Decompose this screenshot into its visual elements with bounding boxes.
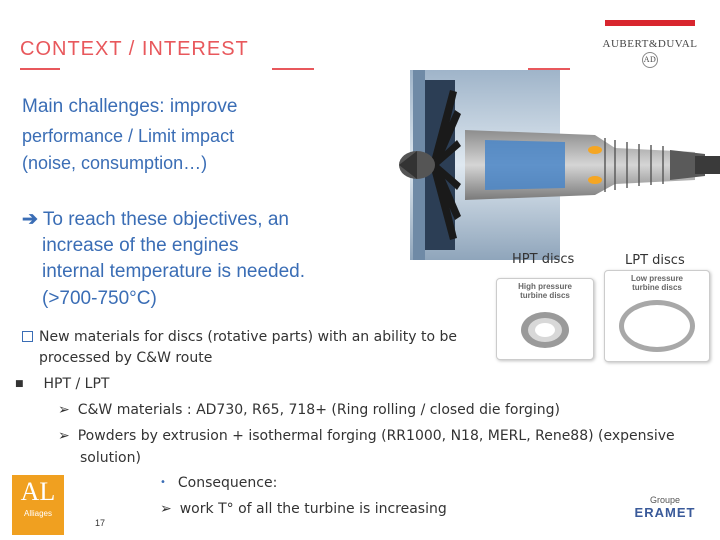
ad-emblem-icon: AD xyxy=(642,52,658,68)
slide-title: CONTEXT / INTEREST xyxy=(20,38,249,60)
challenge-line-2: performance / Limit impact xyxy=(22,126,235,146)
checkbox-bullet-icon xyxy=(22,331,33,342)
objective-line-3: internal temperature is needed. xyxy=(42,261,305,282)
dot-bullet-icon: • xyxy=(160,477,166,488)
hpt-disc-title: High pressure turbine discs xyxy=(518,282,572,300)
challenge-line-3: (noise, consumption…) xyxy=(22,153,208,173)
cw-materials-item xyxy=(58,402,560,418)
square-bullet-icon: ■ xyxy=(15,379,24,389)
title-underline-right xyxy=(272,68,314,70)
objective-text-1: To reach these objectives, an xyxy=(42,209,289,230)
objective-line-1 xyxy=(22,208,289,231)
arrowhead-bullet-icon: ➢ xyxy=(58,402,70,418)
new-materials-line-1 xyxy=(22,329,457,345)
alliages-logo xyxy=(12,475,64,535)
cw-materials-text: C&W materials : AD730, R65, 718+ (Ring rolling / closed die forging) xyxy=(77,402,560,418)
work-t-text: work T° of all the turbine is increasing xyxy=(179,501,447,517)
turbofan-engine-illustration xyxy=(395,70,720,260)
hpt-disc-ring-icon xyxy=(497,300,593,356)
brand-red-bar xyxy=(605,20,695,26)
objective-line-2: increase of the engines xyxy=(42,235,239,256)
work-t-item xyxy=(160,501,447,517)
new-materials-text-1: New materials for discs (rotative parts) with an ability to be xyxy=(39,329,457,345)
aubert-duval-logo xyxy=(600,38,700,68)
hpt-lpt-text: HPT / LPT xyxy=(43,376,110,392)
al-logo-letters: AL xyxy=(20,477,56,506)
eramet-groupe-text: Groupe xyxy=(649,495,681,505)
lpt-disc-picture xyxy=(604,270,710,362)
page-number: 17 xyxy=(95,518,106,528)
title-underline-left xyxy=(20,68,60,70)
arrowhead-bullet-icon: ➢ xyxy=(160,501,172,517)
hpt-lpt-item xyxy=(15,376,109,392)
arrow-right-icon: ➔ xyxy=(22,209,38,230)
challenge-line-1: Main challenges: improve xyxy=(22,96,238,117)
new-materials-line-2: processed by C&W route xyxy=(39,350,213,366)
powders-text-1: Powders by extrusion + isothermal forging (RR1000, N18, MERL, Rene88) (expensive xyxy=(77,428,675,444)
eramet-name-text: ERAMET xyxy=(634,505,696,520)
lpt-disc-title: Low pressure turbine discs xyxy=(630,274,683,292)
powders-text-2: solution) xyxy=(80,450,141,466)
al-logo-text: Alliages xyxy=(23,509,52,518)
hpt-discs-label: HPT discs xyxy=(512,252,575,267)
aubert-duval-logo-text: AUBERT&DUVAL xyxy=(602,38,698,50)
consequence-item xyxy=(160,475,277,491)
powders-item xyxy=(58,428,675,444)
consequence-text: Consequence: xyxy=(177,475,278,491)
eramet-logo xyxy=(620,495,710,520)
lpt-discs-label: LPT discs xyxy=(625,253,685,268)
lpt-disc-ring-icon xyxy=(605,292,709,358)
objective-line-4: (>700-750°C) xyxy=(42,288,157,309)
hpt-disc-picture xyxy=(496,278,594,360)
arrowhead-bullet-icon: ➢ xyxy=(58,428,70,444)
